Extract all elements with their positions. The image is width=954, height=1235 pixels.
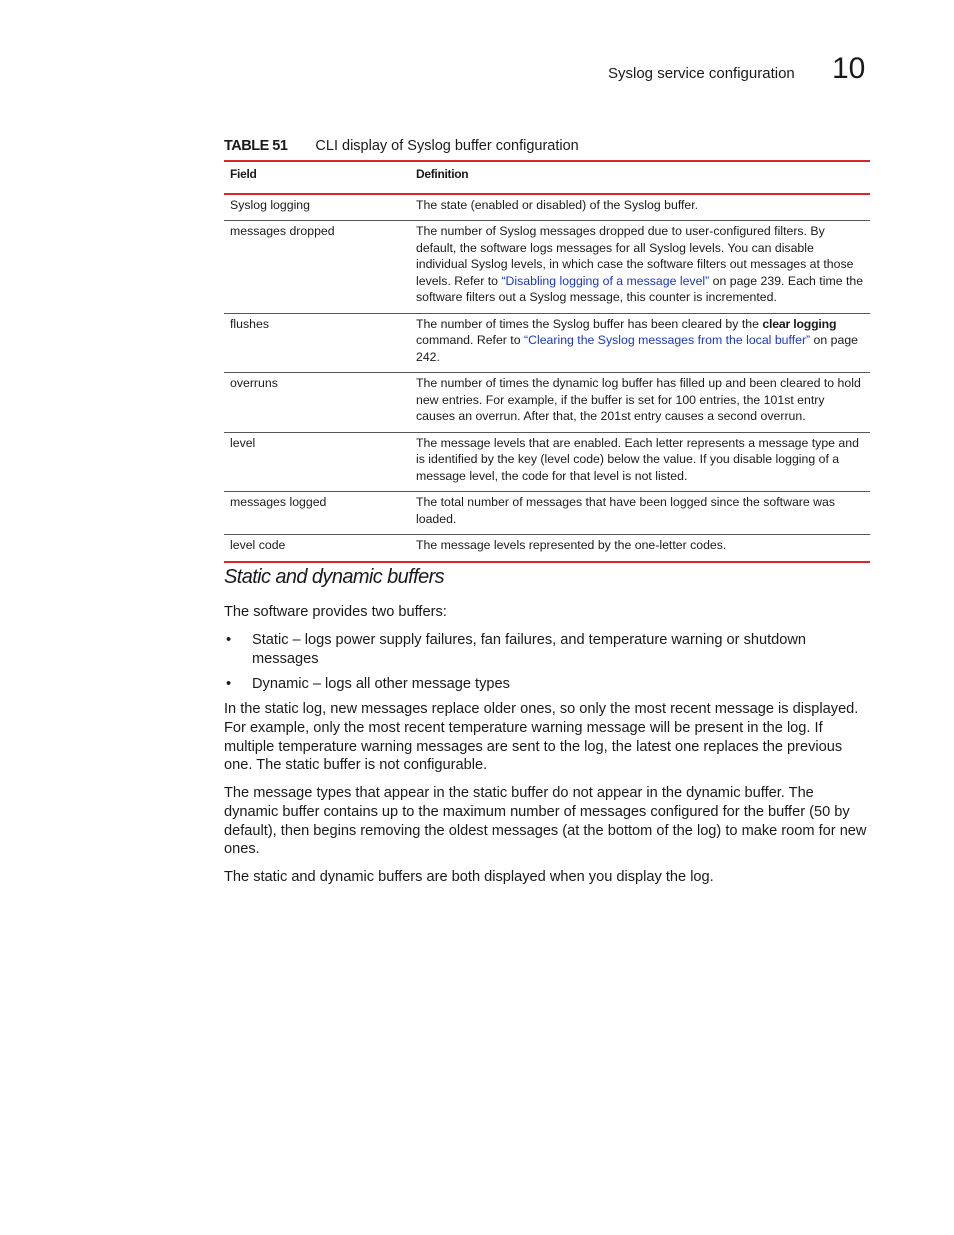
definition-cell: The message levels that are enabled. Each letter represents a message type and is identified by the key (level code) below the value. If you disable logging of a message level, the code for that level is not listed. <box>410 432 870 492</box>
definition-cell <box>410 313 870 373</box>
list-item <box>224 675 870 694</box>
definition-text: The number of Syslog messages dropped due to user-configured filters. By default, the software logs messages for all Syslog levels. You can disable individual Syslog levels, in which case the software filters out messages at those levels. Refer to <box>416 224 854 288</box>
intro-paragraph: The software provides two buffers: <box>224 604 447 620</box>
table-row <box>224 313 870 373</box>
definition-cell: The state (enabled or disabled) of the Syslog buffer. <box>410 194 870 221</box>
body-paragraph: The message types that appear in the static buffer do not appear in the dynamic buffer. The dynamic buffer contains up to the maximum number of messages configured for the buffer (50 by default), then begins removing the oldest messages (at the bottom of the log) to make room for new ones. <box>224 785 867 858</box>
list-item-text: Static – logs power supply failures, fan failures, and temperature warning or shutdown messages <box>252 632 807 667</box>
list-item-text: Dynamic – logs all other message types <box>252 675 510 692</box>
field-cell: level code <box>224 535 410 562</box>
field-cell: overruns <box>224 373 410 433</box>
field-cell: level <box>224 432 410 492</box>
cross-reference-link[interactable]: “Disabling logging of a message level” <box>501 273 710 288</box>
list-item <box>224 631 870 669</box>
field-cell: flushes <box>224 313 410 373</box>
table-row <box>224 492 870 535</box>
syslog-buffer-table <box>224 160 870 563</box>
definition-cell: The total number of messages that have been logged since the software was loaded. <box>410 492 870 535</box>
definition-text: on page 239. Each time the software filters out a Syslog message, this counter is incremented. <box>416 273 864 304</box>
bullet-icon: • <box>226 675 232 692</box>
table-label: TABLE 51 <box>224 138 288 154</box>
buffer-type-list <box>224 631 870 699</box>
table-title: CLI display of Syslog buffer configuration <box>315 138 579 154</box>
definition-text: command. Refer to <box>416 333 524 347</box>
cross-reference-link[interactable]: “Clearing the Syslog messages from the local buffer” <box>523 333 811 347</box>
definition-cell: The message levels represented by the one-letter codes. <box>410 535 870 562</box>
chapter-number: 10 <box>832 52 866 85</box>
header-title: Syslog service configuration <box>608 65 795 82</box>
body-paragraph: In the static log, new messages replace older ones, so only the most recent message is displayed. For example, only the most recent temperature warning message will be present in the log. If multiple temperature warning messages are sent to the log, the latest one replaces the previous one. The static buffer is not configurable. <box>224 701 859 774</box>
column-header-field: Field <box>224 161 410 194</box>
field-cell: Syslog logging <box>224 194 410 221</box>
table-caption <box>224 138 579 154</box>
definition-cell <box>410 221 870 314</box>
table-row <box>224 194 870 221</box>
section-heading: Static and dynamic buffers <box>224 566 445 588</box>
body-paragraph: The static and dynamic buffers are both displayed when you display the log. <box>224 869 714 885</box>
bullet-icon: • <box>226 632 232 648</box>
definition-cell: The number of times the dynamic log buffer has filled up and been cleared to hold new entries. For example, if the buffer is set for 100 entries, the 101st entry causes an overrun. After that, the 201st entry causes a second overrun. <box>410 373 870 433</box>
field-cell: messages logged <box>224 492 410 535</box>
table-header-row <box>224 161 870 194</box>
table-row <box>224 535 870 562</box>
definition-text: The number of times the Syslog buffer has been cleared by the <box>416 316 763 331</box>
table-row <box>224 432 870 492</box>
command-text: clear logging <box>762 316 837 331</box>
column-header-definition: Definition <box>410 161 870 194</box>
definition-text: on page 242. <box>416 333 859 364</box>
table-row <box>224 373 870 433</box>
table-row <box>224 221 870 314</box>
field-cell: messages dropped <box>224 221 410 314</box>
